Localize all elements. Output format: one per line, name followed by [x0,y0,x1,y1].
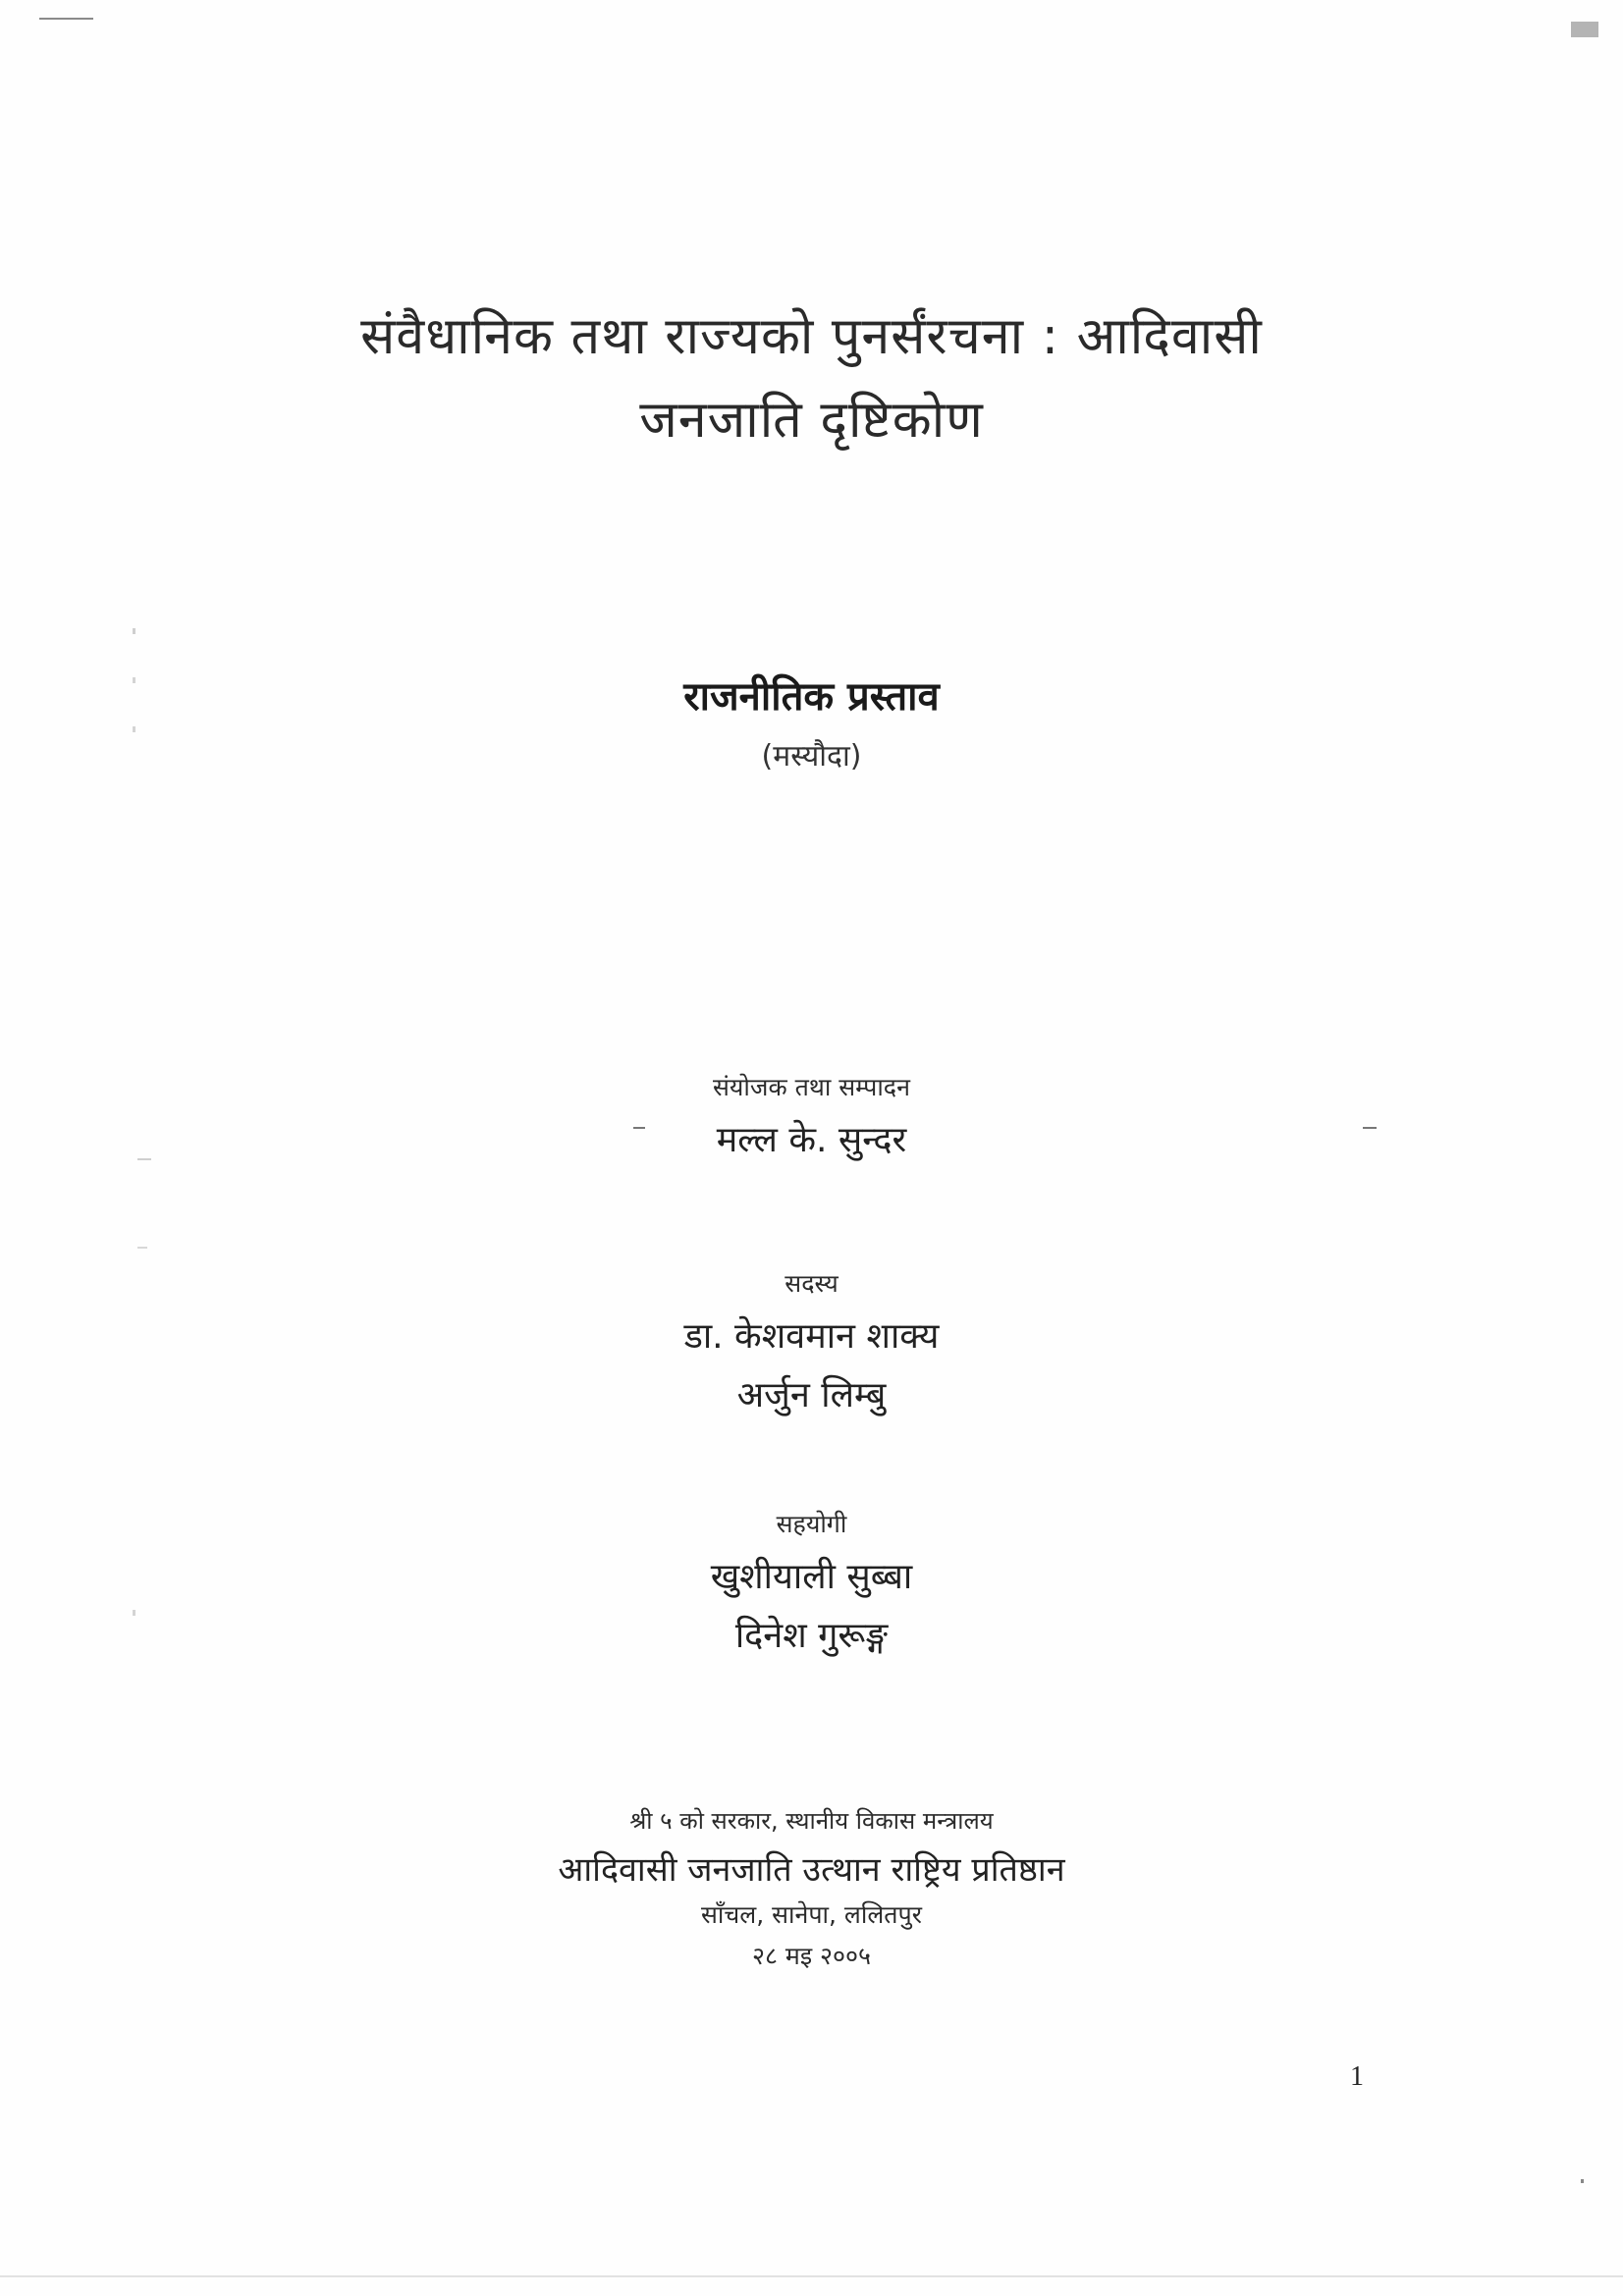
scan-artifact-speck [1581,2179,1584,2183]
publisher-ministry: श्री ५ को सरकार, स्थानीय विकास मन्त्रालय [629,1807,994,1835]
coordinator-label: संयोजक तथा सम्पादन [713,1073,910,1101]
scan-artifact-top-right [1571,22,1598,37]
member-name: डा. केशवमान शाक्य [683,1316,940,1357]
document-title-line-1: संवैधानिक तथा राज्यको पुनर्संरचना : आदिवासी [360,307,1263,366]
scan-artifact-speck [133,628,135,634]
publisher-address: साँचल, सानेपा, ललितपुर [701,1900,922,1929]
scan-artifact-speck [137,1247,147,1249]
publisher-organization: आदिवासी जनजाति उत्थान राष्ट्रिय प्रतिष्ठान [558,1850,1065,1890]
coordinator-name: मल्ल के. सुन्दर [716,1120,907,1160]
scan-artifact-bottom-edge [0,2275,1623,2277]
draft-label: (मस्यौदा) [761,739,862,774]
members-label: सदस्य [784,1269,839,1298]
document-subtitle: राजनीतिक प्रस्ताव [683,674,940,720]
scan-artifact-speck [133,726,135,732]
publication-date: २८ मइ २००५ [751,1942,872,1970]
member-name: अर्जुन लिम्बु [736,1375,887,1415]
assistant-name: खुशीयाली सुब्बा [710,1557,913,1597]
page-number: 1 [1350,2061,1364,2092]
document-title-line-2: जनजाति दृष्टिकोण [639,391,984,450]
scan-artifact-top-left [39,18,93,20]
assistants-label: सहयोगी [776,1510,847,1538]
assistant-name: दिनेश गुरूङ्ग [734,1616,889,1656]
